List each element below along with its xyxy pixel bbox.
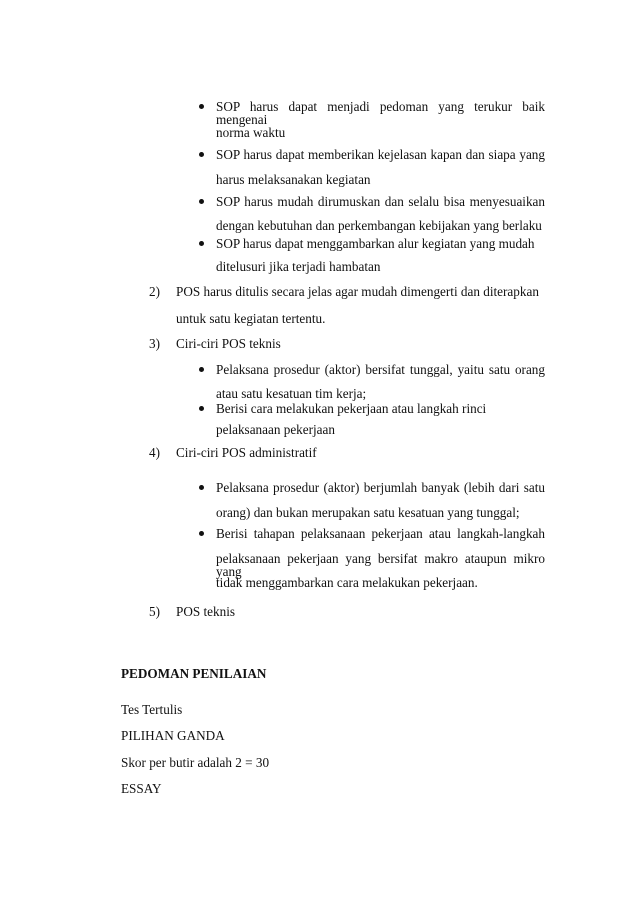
bullet-text-cont: tidak menggambarkan cara melakukan pekerjaan.	[216, 575, 478, 590]
bullet-icon	[199, 104, 204, 109]
bullet-text: Berisi tahapan pelaksanaan pekerjaan atau langkah-langkah	[216, 526, 545, 541]
list-item-text: POS harus ditulis secara jelas agar mudah dimengerti dan diterapkan	[176, 284, 539, 299]
list-number: 3)	[149, 336, 160, 351]
list-number: 2)	[149, 284, 160, 299]
bullet-text-cont: dengan kebutuhan dan perkembangan kebijakan yang berlaku	[216, 218, 542, 233]
list-number: 4)	[149, 445, 160, 460]
test-type-label: Tes Tertulis	[121, 702, 183, 717]
list-item-text-cont: untuk satu kegiatan tertentu.	[176, 311, 326, 326]
score-label: Skor per butir adalah 2 = 30	[121, 755, 270, 770]
bullet-text: SOP harus mudah dirumuskan dan selalu bisa menyesuaikan	[216, 194, 545, 209]
bullet-icon	[199, 406, 204, 411]
bullet-text-cont: harus melaksanakan kegiatan	[216, 172, 371, 187]
bullet-text-cont: pelaksanaan pekerjaan yang bersifat makro ataupun mikro yang	[216, 551, 545, 580]
bullet-icon	[199, 152, 204, 157]
bullet-text: Pelaksana prosedur (aktor) bersifat tunggal, yaitu satu orang	[216, 362, 545, 377]
bullet-text-cont: atau satu kesatuan tim kerja;	[216, 386, 367, 401]
bullet-text-cont: orang) dan bukan merupakan satu kesatuan yang tunggal;	[216, 505, 520, 520]
list-item-text: POS teknis	[176, 604, 235, 619]
bullet-icon	[199, 199, 204, 204]
bullet-icon	[199, 367, 204, 372]
list-number: 5)	[149, 604, 160, 619]
list-item-text: Ciri-ciri POS administratif	[176, 445, 317, 460]
section-label: ESSAY	[121, 781, 162, 796]
bullet-text: SOP harus dapat memberikan kejelasan kapan dan siapa yang	[216, 147, 545, 162]
section-label: PILIHAN GANDA	[121, 728, 225, 743]
bullet-text: SOP harus dapat menggambarkan alur kegiatan yang mudah	[216, 236, 535, 251]
bullet-text: SOP harus dapat menjadi pedoman yang terukur baik mengenai	[216, 99, 545, 128]
bullet-text-cont: pelaksanaan pekerjaan	[216, 422, 335, 437]
bullet-text: Pelaksana prosedur (aktor) berjumlah banyak (lebih dari satu	[216, 480, 545, 495]
bullet-text: Berisi cara melakukan pekerjaan atau langkah rinci	[216, 401, 487, 416]
bullet-text-cont: ditelusuri jika terjadi hambatan	[216, 259, 381, 274]
section-heading: PEDOMAN PENILAIAN	[121, 666, 267, 681]
list-item-text: Ciri-ciri POS teknis	[176, 336, 281, 351]
bullet-text-cont: norma waktu	[216, 125, 286, 140]
bullet-icon	[199, 485, 204, 490]
bullet-icon	[199, 241, 204, 246]
bullet-icon	[199, 531, 204, 536]
